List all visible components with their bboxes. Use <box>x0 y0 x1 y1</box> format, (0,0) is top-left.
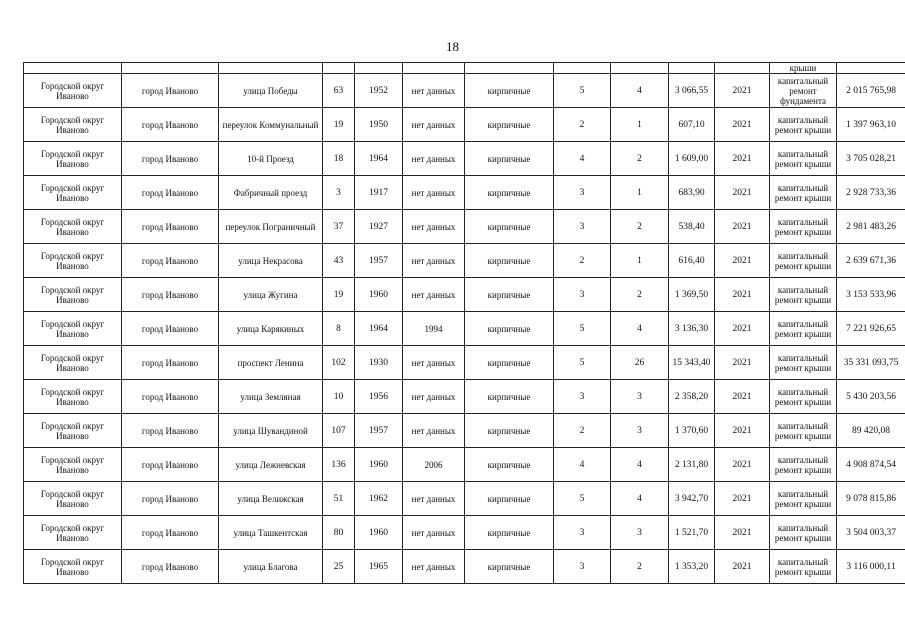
work-type-cell: крыши <box>770 63 837 74</box>
street-cell: переулок Пограничный <box>219 210 323 244</box>
house-number-cell: 19 <box>323 278 355 312</box>
last-repair-year-cell: нет данных <box>403 244 465 278</box>
city-cell: город Иваново <box>122 176 219 210</box>
city-cell: город Иваново <box>122 448 219 482</box>
plan-year-cell: 2021 <box>715 550 770 584</box>
cost-cell: 3 705 028,21 <box>837 142 905 176</box>
city-cell: город Иваново <box>122 278 219 312</box>
house-number-cell: 19 <box>323 108 355 142</box>
plan-year-cell: 2021 <box>715 108 770 142</box>
table-row <box>24 176 905 210</box>
area-cell: 15 343,40 <box>669 346 715 380</box>
work-type-cell: капитальный ремонт фундамента <box>770 74 837 108</box>
street-cell: улица Жугина <box>219 278 323 312</box>
year-built-cell: 1950 <box>355 108 403 142</box>
street-cell: улица Велижская <box>219 482 323 516</box>
cost-cell: 2 928 733,36 <box>837 176 905 210</box>
area-cell: 3 066,55 <box>669 74 715 108</box>
table-cell <box>355 63 403 74</box>
area-cell: 607,10 <box>669 108 715 142</box>
house-number-cell: 80 <box>323 516 355 550</box>
floors-cell: 3 <box>554 380 611 414</box>
table-row <box>24 312 905 346</box>
floors-cell: 2 <box>554 414 611 448</box>
plan-year-cell: 2021 <box>715 142 770 176</box>
year-built-cell: 1964 <box>355 312 403 346</box>
work-type-cell: капитальный ремонт крыши <box>770 346 837 380</box>
year-built-cell: 1956 <box>355 380 403 414</box>
house-number-cell: 8 <box>323 312 355 346</box>
year-built-cell: 1957 <box>355 414 403 448</box>
house-number-cell: 51 <box>323 482 355 516</box>
street-cell: улица Ташкентская <box>219 516 323 550</box>
wall-material-cell: кирпичные <box>465 448 554 482</box>
street-cell: улица Шувандиной <box>219 414 323 448</box>
city-cell: город Иваново <box>122 380 219 414</box>
floors-cell: 3 <box>554 210 611 244</box>
cost-cell: 1 397 963,10 <box>837 108 905 142</box>
table-row <box>24 448 905 482</box>
street-cell: улица Некрасова <box>219 244 323 278</box>
table-row <box>24 550 905 584</box>
entrances-cell: 2 <box>611 550 669 584</box>
entrances-cell: 4 <box>611 312 669 346</box>
last-repair-year-cell: нет данных <box>403 142 465 176</box>
floors-cell: 3 <box>554 278 611 312</box>
district-cell: Городской округ Иваново <box>24 74 122 108</box>
city-cell: город Иваново <box>122 414 219 448</box>
wall-material-cell: кирпичные <box>465 210 554 244</box>
work-type-cell: капитальный ремонт крыши <box>770 244 837 278</box>
wall-material-cell: кирпичные <box>465 346 554 380</box>
plan-year-cell: 2021 <box>715 176 770 210</box>
last-repair-year-cell: нет данных <box>403 414 465 448</box>
area-cell: 1 370,60 <box>669 414 715 448</box>
district-cell: Городской округ Иваново <box>24 210 122 244</box>
area-cell: 2 131,80 <box>669 448 715 482</box>
table-row <box>24 414 905 448</box>
street-cell: улица Карякиных <box>219 312 323 346</box>
plan-year-cell: 2021 <box>715 210 770 244</box>
plan-year-cell: 2021 <box>715 380 770 414</box>
floors-cell: 4 <box>554 142 611 176</box>
cost-cell: 5 430 203,56 <box>837 380 905 414</box>
house-number-cell: 37 <box>323 210 355 244</box>
table-cell <box>24 63 122 74</box>
wall-material-cell: кирпичные <box>465 380 554 414</box>
work-type-cell: капитальный ремонт крыши <box>770 312 837 346</box>
wall-material-cell: кирпичные <box>465 550 554 584</box>
table-cell <box>669 63 715 74</box>
last-repair-year-cell: нет данных <box>403 278 465 312</box>
floors-cell: 3 <box>554 550 611 584</box>
area-cell: 3 136,30 <box>669 312 715 346</box>
street-cell: проспект Ленина <box>219 346 323 380</box>
city-cell: город Иваново <box>122 244 219 278</box>
cost-cell: 4 908 874,54 <box>837 448 905 482</box>
house-number-cell: 10 <box>323 380 355 414</box>
entrances-cell: 3 <box>611 516 669 550</box>
work-type-cell: капитальный ремонт крыши <box>770 414 837 448</box>
plan-year-cell: 2021 <box>715 414 770 448</box>
last-repair-year-cell: нет данных <box>403 108 465 142</box>
plan-year-cell: 2021 <box>715 244 770 278</box>
work-type-cell: капитальный ремонт крыши <box>770 176 837 210</box>
district-cell: Городской округ Иваново <box>24 278 122 312</box>
year-built-cell: 1965 <box>355 550 403 584</box>
table-row <box>24 482 905 516</box>
area-cell: 1 521,70 <box>669 516 715 550</box>
area-cell: 616,40 <box>669 244 715 278</box>
cost-cell: 7 221 926,65 <box>837 312 905 346</box>
work-type-cell: капитальный ремонт крыши <box>770 550 837 584</box>
street-cell: переулок Коммунальный <box>219 108 323 142</box>
work-type-cell: капитальный ремонт крыши <box>770 210 837 244</box>
district-cell: Городской округ Иваново <box>24 142 122 176</box>
last-repair-year-cell: нет данных <box>403 550 465 584</box>
table-row <box>24 74 905 108</box>
house-number-cell: 136 <box>323 448 355 482</box>
cost-cell: 35 331 093,75 <box>837 346 905 380</box>
plan-year-cell: 2021 <box>715 74 770 108</box>
last-repair-year-cell: нет данных <box>403 380 465 414</box>
entrances-cell: 1 <box>611 244 669 278</box>
district-cell: Городской округ Иваново <box>24 448 122 482</box>
city-cell: город Иваново <box>122 516 219 550</box>
year-built-cell: 1960 <box>355 448 403 482</box>
floors-cell: 2 <box>554 244 611 278</box>
year-built-cell: 1930 <box>355 346 403 380</box>
table-row <box>24 516 905 550</box>
district-cell: Городской округ Иваново <box>24 108 122 142</box>
year-built-cell: 1960 <box>355 516 403 550</box>
city-cell: город Иваново <box>122 210 219 244</box>
cost-cell: 2 981 483,26 <box>837 210 905 244</box>
district-cell: Городской округ Иваново <box>24 176 122 210</box>
year-built-cell: 1917 <box>355 176 403 210</box>
city-cell: город Иваново <box>122 550 219 584</box>
last-repair-year-cell: нет данных <box>403 346 465 380</box>
last-repair-year-cell: нет данных <box>403 516 465 550</box>
city-cell: город Иваново <box>122 142 219 176</box>
work-type-cell: капитальный ремонт крыши <box>770 278 837 312</box>
work-type-cell: капитальный ремонт крыши <box>770 448 837 482</box>
work-type-cell: капитальный ремонт крыши <box>770 516 837 550</box>
table-row <box>24 346 905 380</box>
district-cell: Городской округ Иваново <box>24 516 122 550</box>
house-number-cell: 25 <box>323 550 355 584</box>
table-cell <box>715 63 770 74</box>
city-cell: город Иваново <box>122 108 219 142</box>
cost-cell: 3 153 533,96 <box>837 278 905 312</box>
floors-cell: 5 <box>554 74 611 108</box>
district-cell: Городской округ Иваново <box>24 482 122 516</box>
house-number-cell: 63 <box>323 74 355 108</box>
year-built-cell: 1927 <box>355 210 403 244</box>
table-row <box>24 278 905 312</box>
table-row <box>24 244 905 278</box>
floors-cell: 3 <box>554 176 611 210</box>
entrances-cell: 1 <box>611 108 669 142</box>
house-number-cell: 18 <box>323 142 355 176</box>
floors-cell: 3 <box>554 516 611 550</box>
plan-year-cell: 2021 <box>715 448 770 482</box>
work-type-cell: капитальный ремонт крыши <box>770 108 837 142</box>
street-cell: Фабричный проезд <box>219 176 323 210</box>
wall-material-cell: кирпичные <box>465 108 554 142</box>
year-built-cell: 1962 <box>355 482 403 516</box>
city-cell: город Иваново <box>122 312 219 346</box>
plan-year-cell: 2021 <box>715 346 770 380</box>
last-repair-year-cell: 1994 <box>403 312 465 346</box>
cost-cell: 3 116 000,11 <box>837 550 905 584</box>
area-cell: 2 358,20 <box>669 380 715 414</box>
last-repair-year-cell: нет данных <box>403 482 465 516</box>
table-row <box>24 210 905 244</box>
table-row <box>24 380 905 414</box>
street-cell: улица Земляная <box>219 380 323 414</box>
floors-cell: 4 <box>554 448 611 482</box>
work-type-cell: капитальный ремонт крыши <box>770 482 837 516</box>
table-cell <box>611 63 669 74</box>
year-built-cell: 1960 <box>355 278 403 312</box>
cost-cell: 2 015 765,98 <box>837 74 905 108</box>
plan-year-cell: 2021 <box>715 482 770 516</box>
wall-material-cell: кирпичные <box>465 142 554 176</box>
house-number-cell: 107 <box>323 414 355 448</box>
wall-material-cell: кирпичные <box>465 176 554 210</box>
table-cell <box>837 63 905 74</box>
area-cell: 538,40 <box>669 210 715 244</box>
area-cell: 1 369,50 <box>669 278 715 312</box>
work-type-cell: капитальный ремонт крыши <box>770 380 837 414</box>
district-cell: Городской округ Иваново <box>24 550 122 584</box>
house-number-cell: 3 <box>323 176 355 210</box>
wall-material-cell: кирпичные <box>465 278 554 312</box>
housing-repair-table <box>23 62 905 584</box>
table-cell <box>323 63 355 74</box>
floors-cell: 2 <box>554 108 611 142</box>
area-cell: 1 609,00 <box>669 142 715 176</box>
entrances-cell: 2 <box>611 278 669 312</box>
table-row <box>24 142 905 176</box>
city-cell: город Иваново <box>122 346 219 380</box>
work-type-cell: капитальный ремонт крыши <box>770 142 837 176</box>
wall-material-cell: кирпичные <box>465 516 554 550</box>
year-built-cell: 1964 <box>355 142 403 176</box>
district-cell: Городской округ Иваново <box>24 312 122 346</box>
cost-cell: 89 420,08 <box>837 414 905 448</box>
cost-cell: 3 504 003,37 <box>837 516 905 550</box>
table-cell <box>219 63 323 74</box>
street-cell: улица Лежневская <box>219 448 323 482</box>
wall-material-cell: кирпичные <box>465 312 554 346</box>
entrances-cell: 4 <box>611 74 669 108</box>
plan-year-cell: 2021 <box>715 278 770 312</box>
continuation-row <box>24 63 905 74</box>
floors-cell: 5 <box>554 346 611 380</box>
city-cell: город Иваново <box>122 74 219 108</box>
wall-material-cell: кирпичные <box>465 244 554 278</box>
street-cell: улица Победы <box>219 74 323 108</box>
entrances-cell: 4 <box>611 482 669 516</box>
street-cell: 10-й Проезд <box>219 142 323 176</box>
cost-cell: 2 639 671,36 <box>837 244 905 278</box>
plan-year-cell: 2021 <box>715 312 770 346</box>
year-built-cell: 1957 <box>355 244 403 278</box>
entrances-cell: 2 <box>611 142 669 176</box>
wall-material-cell: кирпичные <box>465 482 554 516</box>
entrances-cell: 3 <box>611 414 669 448</box>
year-built-cell: 1952 <box>355 74 403 108</box>
entrances-cell: 4 <box>611 448 669 482</box>
area-cell: 1 353,20 <box>669 550 715 584</box>
district-cell: Городской округ Иваново <box>24 380 122 414</box>
table-cell <box>554 63 611 74</box>
table-cell <box>465 63 554 74</box>
page-number: 18 <box>446 39 459 54</box>
table-cell <box>122 63 219 74</box>
entrances-cell: 1 <box>611 176 669 210</box>
last-repair-year-cell: нет данных <box>403 176 465 210</box>
area-cell: 683,90 <box>669 176 715 210</box>
entrances-cell: 3 <box>611 380 669 414</box>
entrances-cell: 2 <box>611 210 669 244</box>
floors-cell: 5 <box>554 312 611 346</box>
plan-year-cell: 2021 <box>715 516 770 550</box>
district-cell: Городской округ Иваново <box>24 244 122 278</box>
city-cell: город Иваново <box>122 482 219 516</box>
last-repair-year-cell: нет данных <box>403 210 465 244</box>
cost-cell: 9 078 815,86 <box>837 482 905 516</box>
wall-material-cell: кирпичные <box>465 414 554 448</box>
last-repair-year-cell: нет данных <box>403 74 465 108</box>
table-cell <box>403 63 465 74</box>
area-cell: 3 942,70 <box>669 482 715 516</box>
street-cell: улица Благова <box>219 550 323 584</box>
wall-material-cell: кирпичные <box>465 74 554 108</box>
house-number-cell: 102 <box>323 346 355 380</box>
district-cell: Городской округ Иваново <box>24 346 122 380</box>
table-row <box>24 108 905 142</box>
house-number-cell: 43 <box>323 244 355 278</box>
last-repair-year-cell: 2006 <box>403 448 465 482</box>
district-cell: Городской округ Иваново <box>24 414 122 448</box>
floors-cell: 5 <box>554 482 611 516</box>
entrances-cell: 26 <box>611 346 669 380</box>
